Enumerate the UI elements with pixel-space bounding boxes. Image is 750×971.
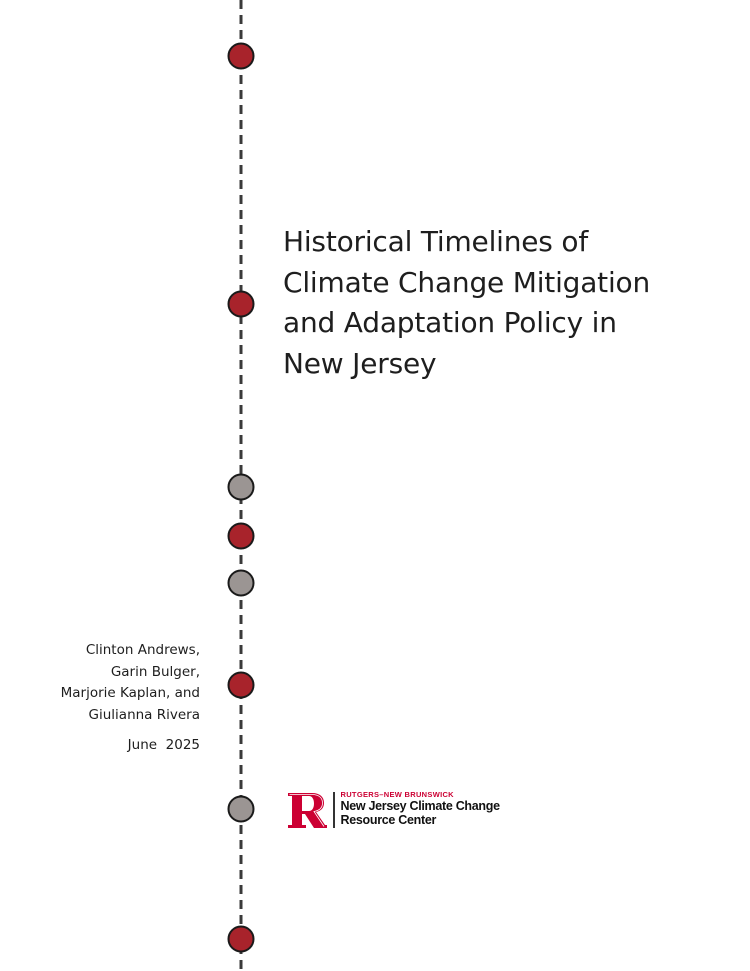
timeline-dot [229, 797, 254, 822]
timeline-dot [229, 475, 254, 500]
rutgers-njcrc-logo [287, 790, 500, 830]
title-line: New Jersey [283, 346, 437, 380]
logo-text [341, 790, 500, 827]
center-name-line2: Resource Center [340, 813, 437, 827]
author-list [0, 640, 200, 757]
document-title [283, 222, 723, 384]
author-name: Giulianna Rivera [88, 706, 200, 723]
logo-divider [333, 792, 335, 828]
title-line: Climate Change Mitigation [283, 265, 651, 299]
publication-date: June 2025 [127, 737, 200, 753]
title-line: Historical Timelines of [283, 225, 588, 258]
title-line: and Adaptation Policy in [283, 306, 617, 339]
author-name: Clinton Andrews, [85, 642, 200, 658]
timeline-dot [229, 292, 254, 317]
author-name: Garin Bulger, [110, 663, 200, 680]
rutgers-r-logo-icon [287, 792, 327, 829]
center-name-line1: New Jersey Climate Change [340, 799, 500, 813]
timeline-dot [229, 927, 254, 952]
timeline-dot [229, 673, 254, 698]
timeline-dot [229, 571, 254, 596]
timeline-dot [229, 44, 254, 69]
author-name: Marjorie Kaplan, and [60, 685, 200, 701]
timeline-dot [229, 524, 254, 549]
institution-label: RUTGERS–NEW BRUNSWICK [340, 790, 454, 799]
